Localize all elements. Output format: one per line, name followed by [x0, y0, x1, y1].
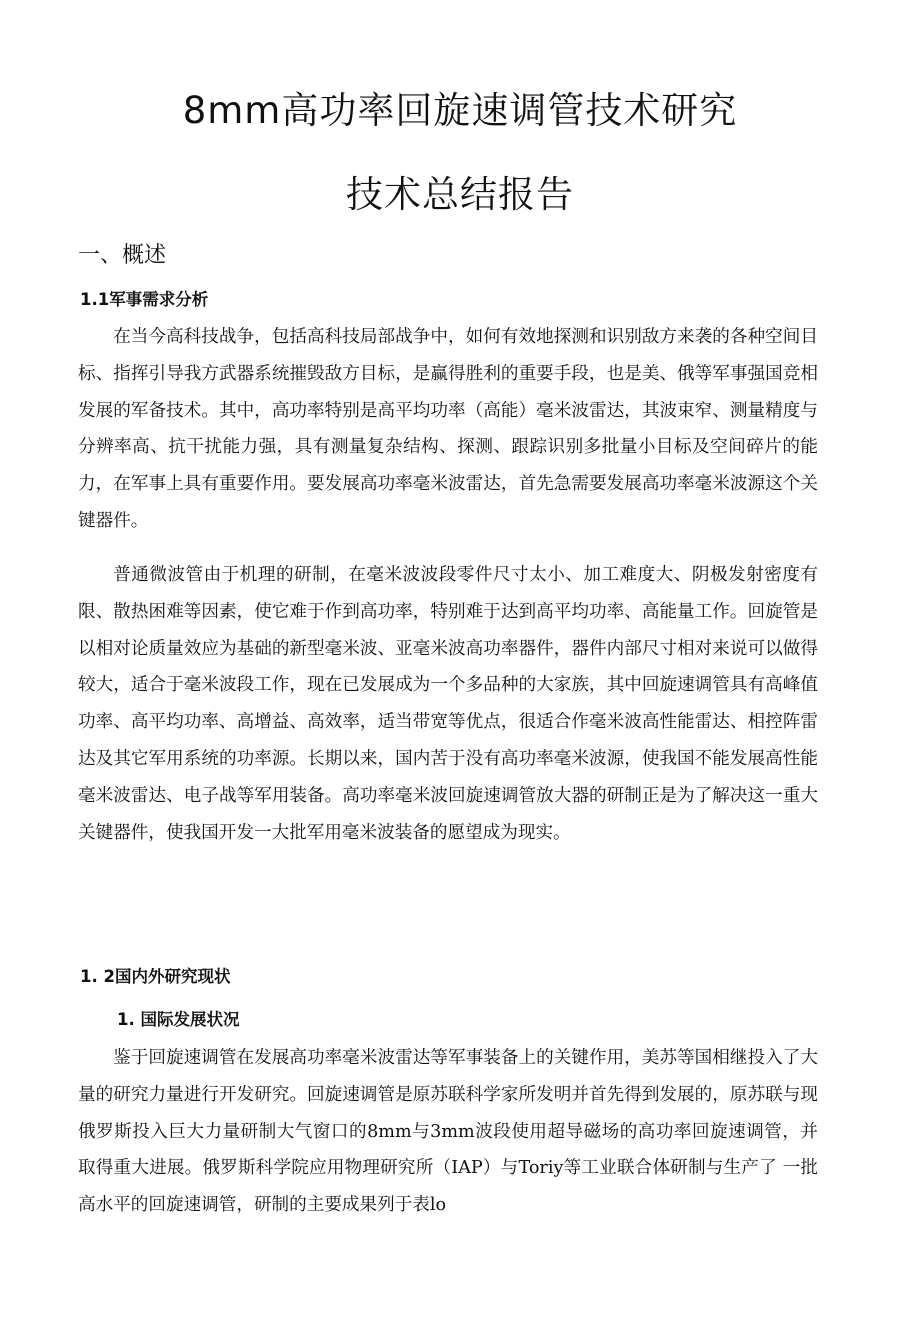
subsection-heading-military-demand: 1.1军事需求分析	[80, 290, 209, 309]
paragraph-international-status: 鉴于回旋速调管在发展高功率毫米波雷达等军事装备上的关键作用，美苏等国相继投入了大量的研究力量进行开发研究。回旋速调管是原苏联科学家所发明并首先得到发展的，原苏联与现俄罗斯投入巨大力量研制大气窗口的8mm与3mm波段使用超导磁场的高功率回旋速调管，并取得重大进展。俄罗斯科学院应用物理研究所（IAP）与Toriy等工业联合体研制与生产了 一批高水平的回旋速调管，研制的主要成果列于表lo	[78, 1048, 818, 1216]
paragraph-military-demand-2: 普通微波管由于机理的研制，在毫米波波段零件尺寸太小、加工难度大、阴极发射密度有限、散热困难等因素，使它难于作到高功率，特别难于达到高平均功率、高能量工作。回旋管是以相对论质量效应为基础的新型毫米波、亚毫米波高功率器件，器件内部尺寸相对来说可以做得较大，适合于毫米波段工作，现在已发展成为一个多品种的大家族，其中回旋速调管具有高峰值功率、高平均功率、高增益、高效率，适当带宽等优点，很适合作毫米波高性能雷达、相控阵雷达及其它军用系统的功率源。长期以来，国内苦于没有高功率毫米波源，使我国不能发展高性能毫米波雷达、电子战等军用装备。高功率毫米波回旋速调管放大器的研制正是为了解决这一重大关键器件，使我国开发一大批军用毫米波装备的愿望成为现实。	[78, 565, 818, 843]
section-heading-overview: 一、概述	[78, 243, 167, 268]
subsection-heading-research-status: 1. 2国内外研究现状	[80, 967, 231, 986]
document-title: 8mm高功率回旋速调管技术研究	[182, 89, 738, 132]
item-heading-international-status: 1. 国际发展状况	[117, 1010, 240, 1029]
paragraph-military-demand-1: 在当今高科技战争，包括高科技局部战争中，如何有效地探测和识别敌方来袭的各种空间目标、指挥引导我方武器系统摧毁敌方目标，是赢得胜利的重要手段，也是美、俄等军事强国竞相发展的军备技术。其中，高功率特别是高平均功率（高能）毫米波雷达，其波束窄、测量精度与分辨率高、抗干扰能力强，具有测量复杂结构、探测、跟踪识别多批量小目标及空间碎片的能力，在军事上具有重要作用。要发展高功率毫米波雷达，首先急需要发展高功率毫米波源这个关键器件。	[78, 327, 818, 531]
document-subtitle: 技术总结报告	[346, 173, 574, 216]
